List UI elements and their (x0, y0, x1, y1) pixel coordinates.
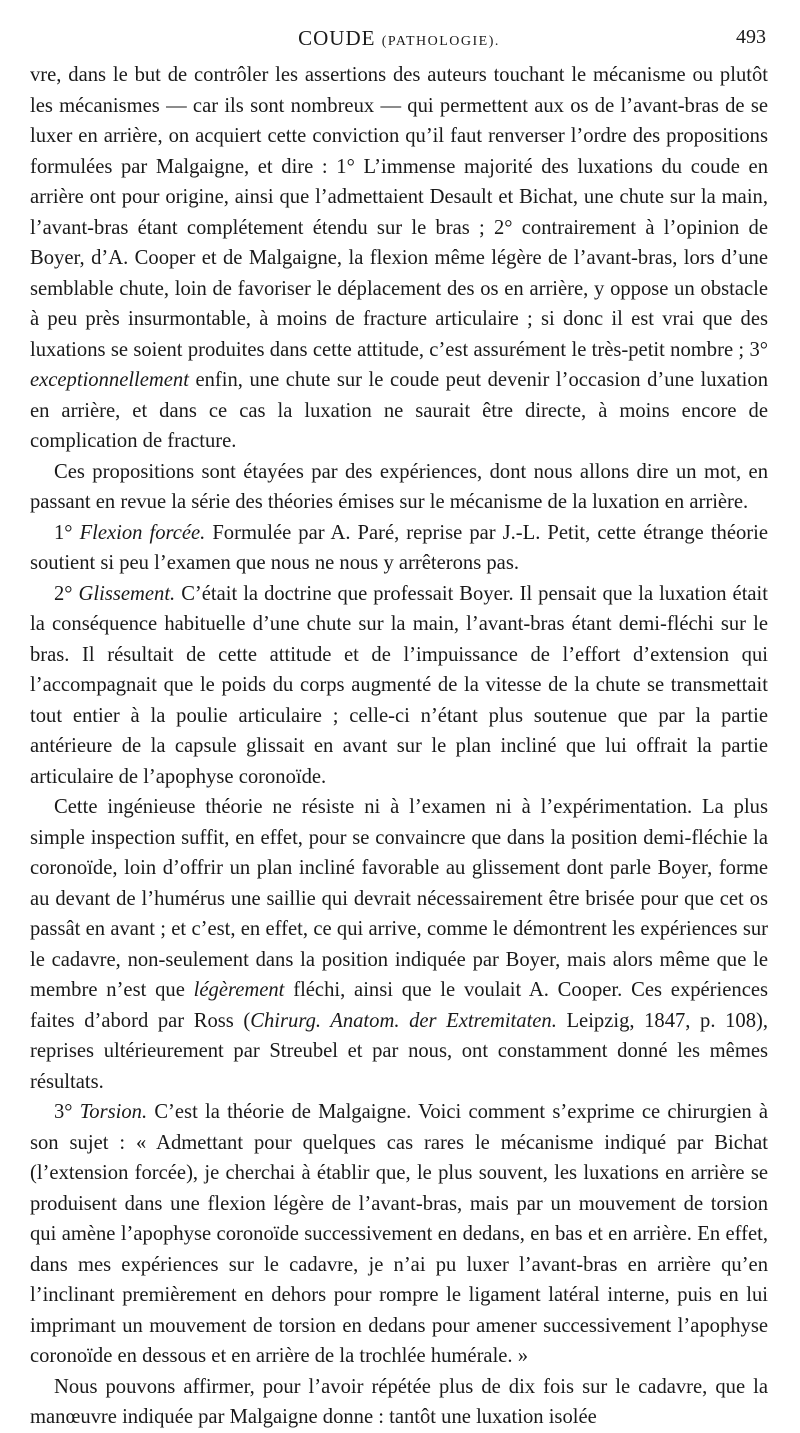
italic-text-run: Glissement. (78, 582, 176, 605)
text-run: Ces propositions sont étayées par des expériences, dont nous allons dire un mot, en passant en revue la série des théories émises sur le mécanisme de la luxation en arrière. (30, 460, 768, 513)
paragraph-flexion-forcee (30, 518, 768, 579)
italic-text-run: Flexion forcée. (79, 521, 206, 544)
paragraph-torsion (30, 1097, 768, 1372)
paragraph-propositions (30, 457, 768, 518)
book-page (30, 26, 768, 1433)
italic-text-run: Torsion. (79, 1101, 148, 1123)
header-title-subtitle: (PATHOLOGIE). (381, 34, 500, 49)
text-run: Cette ingénieuse théorie ne résiste ni à l’examen ni à l’expérimentation. La plus simple inspection suffit, en effet, pour se convaincre que dans la position demi-fléchie la coronoïde, loin d’offrir un plan incliné favorable au glissement dont parle Boyer, forme au devant de l’humérus une saillie qui devrait nécessairement être brisée pour que cet os passât en avant ; et c’est, en effet, ce qui arrive, comme le démontrent les expériences sur le cadavre, non-seulement dans la position indiquée par Boyer, mais alors même que le membre n’est que (30, 796, 768, 1001)
text-run: C’était la doctrine que professait Boyer. Il pensait que la luxation était la conséquence habituelle d’une chute sur la main, l’avant-bras étant demi-fléchi sur le bras. Il résultait de cette attitude et de l’impuissance de l’effort d’extension qui l’accompagnait que le poids du corps augmenté de la vitesse de la chute se transmettait tout entier à la poulie articulaire ; celle-ci n’étant plus soutenue que par la partie antérieure de la capsule glissait en avant sur le plan incliné que lui offrait la partie articulaire de l’apophyse coronoïde. (30, 582, 768, 788)
italic-text-run: légèrement (193, 979, 285, 1001)
text-run: Nous pouvons affirmer, pour l’avoir répétée plus de dix fois sur le cadavre, que la manœuvre indiquée par Malgaigne donne : tantôt une luxation isolée (30, 1375, 768, 1428)
body-text (30, 60, 768, 1433)
paragraph-continuation (30, 60, 768, 457)
paragraph-critique-boyer (30, 792, 768, 1097)
text-run: 2° (54, 582, 79, 605)
text-run: vre, dans le but de contrôler les assertions des auteurs touchant le mécanisme ou plutôt les mécanismes — car ils sont nombreux — qui permettent aux os de l’avant-bras de se luxer en arrière, on acquiert cette conviction qu’il faut renverser l’ordre des propositions formulées par Malgaigne, et dire : 1° L’immense majorité des luxations du coude en arrière ont pour origine, ainsi que l’admettaient Desault et Bichat, une chute sur la main, l’avant-bras étant complétement étendu sur le bras ; 2° contrairement à l’opinion de Boyer, d’A. Cooper et de Malgaigne, la flexion même légère de l’avant-bras, lors d’une semblable chute, loin de favoriser le déplacement des os en arrière, y oppose un obstacle à peu près insurmontable, à moins de fracture articulaire ; si donc il est vrai que des luxations se soient produites dans cette attitude, c’est assurément le très-petit nombre ; 3° (30, 64, 768, 361)
text-run: enfin, une chute sur le coude peut devenir l’occasion d’une luxation en arrière, et dans ce cas la luxation ne saurait être directe, à moins encore de complication de fracture. (30, 369, 768, 452)
text-run: 1° (54, 521, 80, 544)
text-run: C’est la théorie de Malgaigne. Voici comment s’exprime ce chirurgien à son sujet : « Admettant pour quelques cas rares le mécanisme indiqué par Bichat (l’extension forcée), je cherchai à établir que, le plus souvent, les luxations en arrière se produisent dans une flexion légère de l’avant-bras, mais par un mouvement de torsion qui amène l’apophyse coronoïde successivement en dedans, en bas et en arrière. En effet, dans mes expériences sur le cadavre, je n’ai pu luxer l’avant-bras en arrière qu’en l’inclinant premièrement en dehors pour rompre le ligament latéral interne, puis en lui imprimant un mouvement de torsion en dedans pour amener successivement l’apophyse coronoïde en dessous et en arrière de la trochlée humérale. » (30, 1101, 768, 1367)
paragraph-conclusion (30, 1372, 768, 1433)
text-run: 3° (54, 1101, 80, 1123)
italic-text-run: exceptionnellement (30, 369, 189, 391)
header-title (30, 26, 768, 51)
paragraph-glissement (30, 579, 768, 793)
running-header (30, 26, 768, 60)
text-run: fléchi, ainsi que le voulait A. Cooper. Ces expériences faites d’abord par Ross ( (30, 979, 768, 1032)
italic-text-run: Chirurg. Anatom. der Extremitaten. (250, 1009, 557, 1032)
text-run: Leipzig, 1847, p. 108), reprises ultérieurement par Streubel et par nous, ont constamment donné les mêmes résultats. (30, 1009, 768, 1093)
header-title-main: COUDE (298, 26, 376, 50)
text-run: Formulée par A. Paré, reprise par J.-L. Petit, cette étrange théorie soutient si peu l’examen que nous ne nous y arrêterons pas. (30, 521, 768, 574)
page-number: 493 (736, 26, 766, 48)
